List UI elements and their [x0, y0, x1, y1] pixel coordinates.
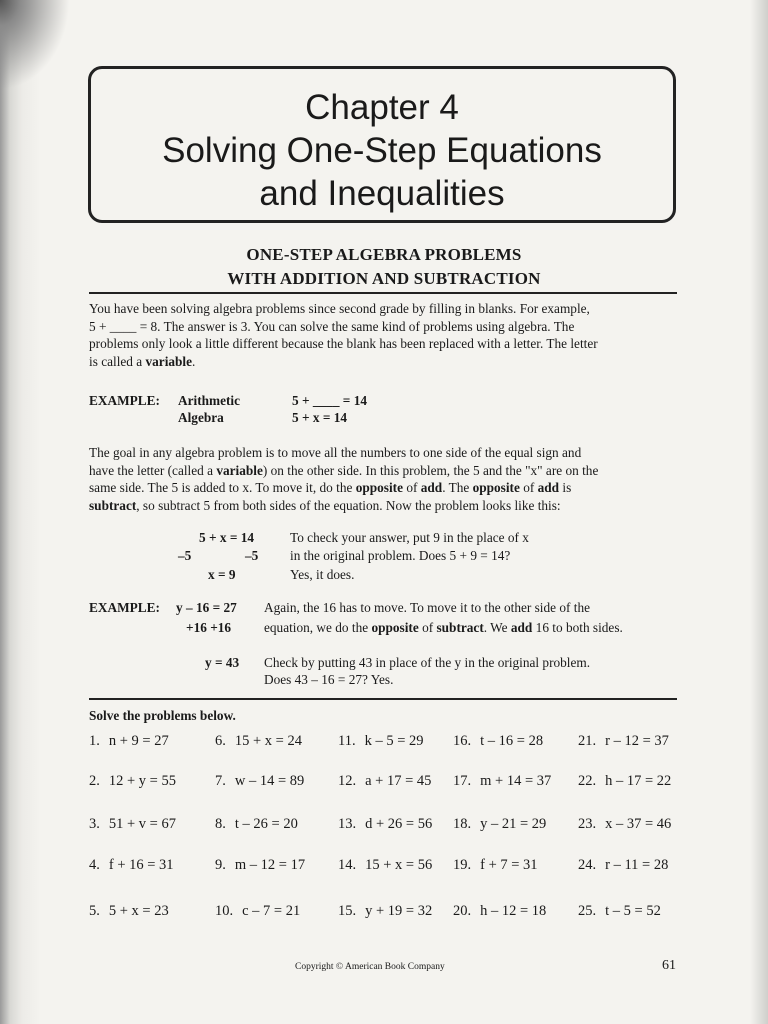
problem-equation: 12 + y = 55 [108, 773, 176, 789]
goal-line-4 [89, 497, 674, 515]
problem-number: 22. [578, 773, 597, 789]
work-1-subtract-right: –5 [245, 548, 259, 563]
problem-item [453, 816, 546, 833]
intro-line-4 [89, 353, 674, 371]
goal-text: is [559, 480, 572, 496]
problem-number: 2. [89, 773, 100, 789]
problem-equation: k – 5 = 29 [364, 733, 424, 749]
problem-equation: x – 37 = 46 [605, 816, 672, 832]
goal-text: of [519, 480, 538, 496]
problem-number: 1. [89, 733, 100, 749]
work-1-subtract-left: –5 [178, 548, 192, 563]
problem-number: 13. [338, 816, 357, 832]
example-1-arithmetic-expr: 5 + ____ = 14 [292, 393, 367, 408]
problem-equation: 5 + x = 23 [108, 903, 169, 919]
problem-number: 21. [578, 733, 597, 749]
example-2-text: 16 to both sides. [532, 620, 623, 635]
chapter-number: Chapter 4 [305, 88, 459, 127]
problem-item [338, 903, 432, 920]
goal-variable-term: variable [216, 462, 263, 478]
goal-text: , so subtract 5 from both sides of the equation. Now the problem looks like this: [136, 497, 561, 513]
chapter-title-box [88, 66, 676, 223]
intro-variable-term: variable [145, 353, 193, 369]
work-1-equation: 5 + x = 14 [199, 530, 255, 545]
problem-equation: 15 + x = 24 [234, 733, 302, 749]
problem-item [338, 733, 424, 750]
problem-number: 18. [453, 816, 472, 832]
intro-text: is called a [89, 353, 146, 369]
example-2-check-1: Check by putting 43 in place of the y in the original problem. [264, 655, 591, 670]
chapter-title-line-1: Solving One-Step Equations [162, 131, 602, 170]
goal-bold: opposite [355, 480, 403, 496]
goal-text: . The [442, 480, 473, 496]
problem-equation: t – 26 = 20 [234, 816, 298, 832]
problem-number: 8. [215, 816, 226, 832]
example-2-bold: opposite [371, 620, 419, 635]
work-1-check-3: Yes, it does. [290, 567, 355, 582]
problem-item [215, 773, 304, 790]
problem-item [215, 857, 305, 874]
problem-item [215, 733, 302, 750]
example-2-text: of [418, 620, 437, 635]
problem-number: 14. [338, 857, 357, 873]
problem-equation: d + 26 = 56 [365, 816, 433, 832]
problem-item [215, 903, 300, 920]
goal-bold: subtract [89, 497, 137, 513]
goal-bold: add [537, 480, 560, 496]
goal-text: ) on the other side. In this problem, the 5 and the "x" are on the [262, 462, 599, 478]
problem-equation: c – 7 = 21 [242, 903, 301, 919]
goal-line-3 [89, 479, 674, 497]
problem-equation: 51 + v = 67 [108, 816, 176, 832]
problem-item [578, 857, 668, 874]
problem-number: 6. [215, 733, 226, 749]
work-1-result: x = 9 [208, 567, 236, 582]
page-number: 61 [662, 958, 676, 973]
goal-text: same side. The 5 is added to x. To move it, do the [89, 480, 356, 496]
goal-text: have the letter (called a [89, 462, 217, 478]
example-2-result: y = 43 [205, 655, 240, 670]
example-2-bold: subtract [436, 620, 484, 635]
intro-line-1: You have been solving algebra problems since second grade by filling in blanks. For example, [89, 301, 590, 316]
example-1-label: EXAMPLE: [89, 393, 160, 408]
intro-period: . [192, 353, 196, 369]
problem-item [453, 857, 538, 874]
problem-equation: h – 17 = 22 [605, 773, 672, 789]
problem-item [578, 903, 661, 920]
section-heading-1: ONE-STEP ALGEBRA PROBLEMS [246, 245, 522, 264]
copyright-notice: Copyright © American Book Company [295, 962, 445, 972]
problem-item [89, 857, 174, 874]
problem-item [338, 816, 432, 833]
problem-equation: f + 16 = 31 [108, 857, 174, 873]
problem-item [338, 857, 432, 874]
problem-number: 9. [215, 857, 226, 873]
section-divider [89, 292, 677, 294]
problem-item [338, 773, 431, 790]
problem-number: 16. [453, 733, 472, 749]
goal-bold: opposite [472, 480, 520, 496]
problem-item [453, 773, 551, 790]
example-2-text-2 [264, 620, 623, 636]
problem-item [89, 773, 176, 790]
problem-number: 15. [338, 903, 357, 919]
goal-text: of [403, 480, 421, 496]
problem-item [578, 816, 671, 833]
example-2-add-step: +16 +16 [186, 620, 232, 635]
problem-equation: t – 16 = 28 [480, 733, 544, 749]
problem-item [578, 733, 669, 750]
problem-equation: f + 7 = 31 [480, 857, 538, 873]
goal-bold: add [420, 480, 443, 496]
work-1-check-2: in the original problem. Does 5 + 9 = 14? [290, 548, 511, 563]
chapter-title-line-2: and Inequalities [259, 174, 505, 213]
problem-equation: y – 21 = 29 [480, 816, 547, 832]
problem-number: 4. [89, 857, 100, 873]
problem-equation: r – 11 = 28 [605, 857, 669, 873]
problem-number: 24. [578, 857, 597, 873]
problem-number: 10. [215, 903, 234, 919]
page-corner-shadow [0, 0, 70, 90]
problem-equation: a + 17 = 45 [365, 773, 432, 789]
problem-number: 3. [89, 816, 100, 832]
example-2-text: . We [483, 620, 511, 635]
example-1-algebra-label: Algebra [178, 410, 224, 425]
example-2-equation: y – 16 = 27 [176, 600, 237, 615]
section-heading-2: WITH ADDITION AND SUBTRACTION [227, 269, 541, 288]
problem-number: 19. [453, 857, 472, 873]
problem-equation: t – 5 = 52 [605, 903, 661, 919]
goal-line-2 [89, 462, 674, 480]
work-1-check-1: To check your answer, put 9 in the place of x [290, 530, 529, 545]
problem-item [453, 903, 546, 920]
problem-number: 20. [453, 903, 472, 919]
intro-line-3: problems only look a little different because the blank has been replaced with a letter. The letter [89, 336, 598, 352]
problem-equation: 15 + x = 56 [365, 857, 433, 873]
problem-item [453, 733, 543, 750]
problem-equation: w – 14 = 89 [234, 773, 305, 789]
example-2-text-1: Again, the 16 has to move. To move it to the other side of the [264, 600, 591, 615]
example-1-algebra-expr: 5 + x = 14 [292, 410, 348, 425]
problem-equation: h – 12 = 18 [480, 903, 547, 919]
problem-number: 5. [89, 903, 100, 919]
goal-paragraph [89, 444, 674, 514]
problem-number: 11. [338, 733, 356, 749]
page-edge-shadow [750, 0, 768, 1024]
problem-equation: m + 14 = 37 [480, 773, 552, 789]
problem-item [215, 816, 298, 833]
example-1-arithmetic-label: Arithmetic [178, 393, 241, 408]
problems-heading: Solve the problems below. [89, 708, 236, 723]
problem-equation: r – 12 = 37 [605, 733, 669, 749]
problem-item [578, 773, 671, 790]
problem-equation: m – 12 = 17 [234, 857, 306, 873]
problem-number: 7. [215, 773, 226, 789]
problem-item [89, 903, 169, 920]
problem-equation: y + 19 = 32 [365, 903, 433, 919]
page-binding-shadow [0, 0, 40, 1024]
example-2-label: EXAMPLE: [89, 600, 160, 615]
problem-item [89, 816, 176, 833]
problem-number: 25. [578, 903, 597, 919]
intro-paragraph [89, 300, 674, 370]
problem-number: 17. [453, 773, 472, 789]
problems-divider [89, 698, 677, 700]
problem-number: 23. [578, 816, 597, 832]
example-2-text: equation, we do the [264, 620, 372, 635]
intro-line-2: 5 + ____ = 8. The answer is 3. You can solve the same kind of problems using algebra. The [89, 318, 575, 334]
problem-equation: n + 9 = 27 [108, 733, 169, 749]
example-2-bold: add [510, 620, 533, 635]
problem-number: 12. [338, 773, 357, 789]
goal-line-1: The goal in any algebra problem is to move all the numbers to one side of the equal sign and [89, 445, 582, 460]
example-2-check-2: Does 43 – 16 = 27? Yes. [264, 672, 394, 687]
problem-item [89, 733, 169, 750]
